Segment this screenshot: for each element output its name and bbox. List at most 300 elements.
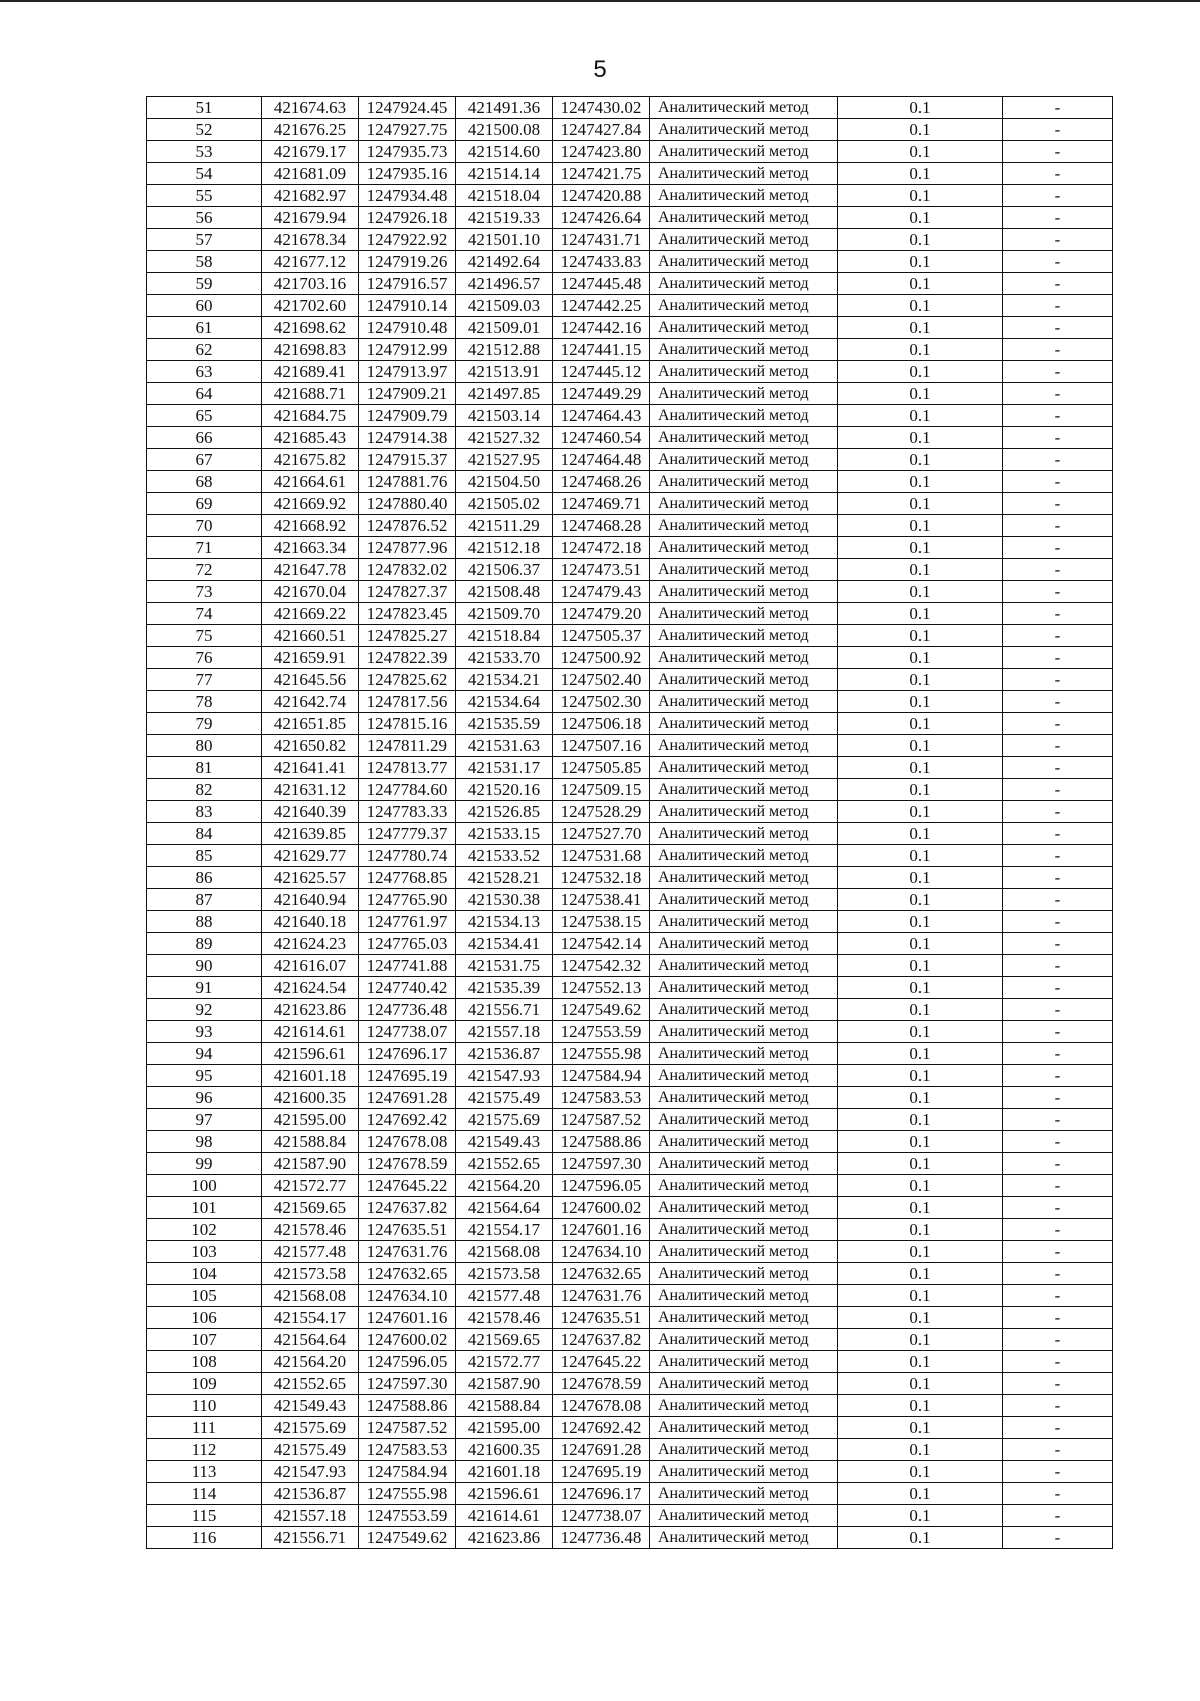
point-number-cell: 96	[147, 1087, 262, 1109]
x2-cell: 421511.29	[456, 515, 553, 537]
method-cell: Аналитический метод	[650, 1043, 838, 1065]
y2-cell: 1247601.16	[553, 1219, 650, 1241]
table-row	[147, 1065, 1113, 1087]
y2-cell: 1247678.08	[553, 1395, 650, 1417]
table-row	[147, 207, 1113, 229]
x1-cell: 421641.41	[262, 757, 359, 779]
x1-cell: 421679.94	[262, 207, 359, 229]
table-row	[147, 1395, 1113, 1417]
note-cell: -	[1003, 1417, 1113, 1439]
x2-cell: 421554.17	[456, 1219, 553, 1241]
accuracy-cell: 0.1	[838, 1351, 1003, 1373]
x2-cell: 421578.46	[456, 1307, 553, 1329]
point-number-cell: 109	[147, 1373, 262, 1395]
note-cell: -	[1003, 955, 1113, 977]
y1-cell: 1247678.59	[359, 1153, 456, 1175]
x1-cell: 421688.71	[262, 383, 359, 405]
table-row	[147, 1483, 1113, 1505]
x1-cell: 421600.35	[262, 1087, 359, 1109]
point-number-cell: 91	[147, 977, 262, 999]
y1-cell: 1247914.38	[359, 427, 456, 449]
point-number-cell: 87	[147, 889, 262, 911]
point-number-cell: 116	[147, 1527, 262, 1549]
accuracy-cell: 0.1	[838, 1087, 1003, 1109]
table-row	[147, 735, 1113, 757]
y2-cell: 1247469.71	[553, 493, 650, 515]
y1-cell: 1247645.22	[359, 1175, 456, 1197]
accuracy-cell: 0.1	[838, 515, 1003, 537]
method-cell: Аналитический метод	[650, 207, 838, 229]
table-row	[147, 361, 1113, 383]
accuracy-cell: 0.1	[838, 1527, 1003, 1549]
method-cell: Аналитический метод	[650, 735, 838, 757]
method-cell: Аналитический метод	[650, 185, 838, 207]
x2-cell: 421533.70	[456, 647, 553, 669]
note-cell: -	[1003, 713, 1113, 735]
method-cell: Аналитический метод	[650, 1329, 838, 1351]
method-cell: Аналитический метод	[650, 845, 838, 867]
method-cell: Аналитический метод	[650, 273, 838, 295]
y1-cell: 1247912.99	[359, 339, 456, 361]
y1-cell: 1247583.53	[359, 1439, 456, 1461]
note-cell: -	[1003, 251, 1113, 273]
x2-cell: 421508.48	[456, 581, 553, 603]
y2-cell: 1247421.75	[553, 163, 650, 185]
x1-cell: 421614.61	[262, 1021, 359, 1043]
x2-cell: 421530.38	[456, 889, 553, 911]
x2-cell: 421552.65	[456, 1153, 553, 1175]
y2-cell: 1247549.62	[553, 999, 650, 1021]
x2-cell: 421528.21	[456, 867, 553, 889]
note-cell: -	[1003, 647, 1113, 669]
y1-cell: 1247588.86	[359, 1395, 456, 1417]
table-row	[147, 537, 1113, 559]
method-cell: Аналитический метод	[650, 1219, 838, 1241]
point-number-cell: 67	[147, 449, 262, 471]
x1-cell: 421572.77	[262, 1175, 359, 1197]
method-cell: Аналитический метод	[650, 1021, 838, 1043]
note-cell: -	[1003, 339, 1113, 361]
y1-cell: 1247678.08	[359, 1131, 456, 1153]
x2-cell: 421572.77	[456, 1351, 553, 1373]
y2-cell: 1247442.25	[553, 295, 650, 317]
x1-cell: 421556.71	[262, 1527, 359, 1549]
accuracy-cell: 0.1	[838, 845, 1003, 867]
method-cell: Аналитический метод	[650, 449, 838, 471]
point-number-cell: 63	[147, 361, 262, 383]
y2-cell: 1247507.16	[553, 735, 650, 757]
method-cell: Аналитический метод	[650, 1483, 838, 1505]
x2-cell: 421568.08	[456, 1241, 553, 1263]
point-number-cell: 64	[147, 383, 262, 405]
x1-cell: 421642.74	[262, 691, 359, 713]
table-row	[147, 1461, 1113, 1483]
x1-cell: 421678.34	[262, 229, 359, 251]
accuracy-cell: 0.1	[838, 999, 1003, 1021]
table-row	[147, 515, 1113, 537]
y1-cell: 1247692.42	[359, 1109, 456, 1131]
point-number-cell: 92	[147, 999, 262, 1021]
method-cell: Аналитический метод	[650, 889, 838, 911]
x1-cell: 421577.48	[262, 1241, 359, 1263]
point-number-cell: 54	[147, 163, 262, 185]
x1-cell: 421660.51	[262, 625, 359, 647]
x2-cell: 421501.10	[456, 229, 553, 251]
x1-cell: 421698.62	[262, 317, 359, 339]
y2-cell: 1247500.92	[553, 647, 650, 669]
note-cell: -	[1003, 999, 1113, 1021]
x1-cell: 421554.17	[262, 1307, 359, 1329]
accuracy-cell: 0.1	[838, 449, 1003, 471]
x1-cell: 421536.87	[262, 1483, 359, 1505]
point-number-cell: 85	[147, 845, 262, 867]
note-cell: -	[1003, 1065, 1113, 1087]
accuracy-cell: 0.1	[838, 1373, 1003, 1395]
y1-cell: 1247924.45	[359, 97, 456, 119]
table-row	[147, 273, 1113, 295]
table-row	[147, 779, 1113, 801]
y1-cell: 1247637.82	[359, 1197, 456, 1219]
note-cell: -	[1003, 1263, 1113, 1285]
x2-cell: 421534.13	[456, 911, 553, 933]
table-row	[147, 955, 1113, 977]
x2-cell: 421575.69	[456, 1109, 553, 1131]
x1-cell: 421679.17	[262, 141, 359, 163]
table-row	[147, 867, 1113, 889]
table-row	[147, 339, 1113, 361]
y2-cell: 1247472.18	[553, 537, 650, 559]
x2-cell: 421518.04	[456, 185, 553, 207]
point-number-cell: 81	[147, 757, 262, 779]
x1-cell: 421640.18	[262, 911, 359, 933]
y2-cell: 1247460.54	[553, 427, 650, 449]
method-cell: Аналитический метод	[650, 427, 838, 449]
accuracy-cell: 0.1	[838, 1285, 1003, 1307]
y1-cell: 1247779.37	[359, 823, 456, 845]
point-number-cell: 82	[147, 779, 262, 801]
y2-cell: 1247696.17	[553, 1483, 650, 1505]
x2-cell: 421600.35	[456, 1439, 553, 1461]
x1-cell: 421623.86	[262, 999, 359, 1021]
x1-cell: 421689.41	[262, 361, 359, 383]
note-cell: -	[1003, 779, 1113, 801]
x2-cell: 421497.85	[456, 383, 553, 405]
note-cell: -	[1003, 1175, 1113, 1197]
x2-cell: 421509.03	[456, 295, 553, 317]
x1-cell: 421552.65	[262, 1373, 359, 1395]
x2-cell: 421513.91	[456, 361, 553, 383]
point-number-cell: 95	[147, 1065, 262, 1087]
y2-cell: 1247528.29	[553, 801, 650, 823]
accuracy-cell: 0.1	[838, 1505, 1003, 1527]
note-cell: -	[1003, 603, 1113, 625]
x1-cell: 421663.34	[262, 537, 359, 559]
x1-cell: 421568.08	[262, 1285, 359, 1307]
x2-cell: 421577.48	[456, 1285, 553, 1307]
accuracy-cell: 0.1	[838, 493, 1003, 515]
accuracy-cell: 0.1	[838, 185, 1003, 207]
table-row	[147, 1285, 1113, 1307]
table-row	[147, 691, 1113, 713]
y1-cell: 1247780.74	[359, 845, 456, 867]
accuracy-cell: 0.1	[838, 383, 1003, 405]
table-row	[147, 1021, 1113, 1043]
y1-cell: 1247817.56	[359, 691, 456, 713]
point-number-cell: 71	[147, 537, 262, 559]
table-row	[147, 1505, 1113, 1527]
method-cell: Аналитический метод	[650, 867, 838, 889]
accuracy-cell: 0.1	[838, 1395, 1003, 1417]
point-number-cell: 90	[147, 955, 262, 977]
note-cell: -	[1003, 823, 1113, 845]
note-cell: -	[1003, 1483, 1113, 1505]
x2-cell: 421535.59	[456, 713, 553, 735]
note-cell: -	[1003, 1241, 1113, 1263]
point-number-cell: 61	[147, 317, 262, 339]
table-row	[147, 405, 1113, 427]
x2-cell: 421614.61	[456, 1505, 553, 1527]
y1-cell: 1247738.07	[359, 1021, 456, 1043]
note-cell: -	[1003, 1021, 1113, 1043]
accuracy-cell: 0.1	[838, 141, 1003, 163]
note-cell: -	[1003, 977, 1113, 999]
method-cell: Аналитический метод	[650, 1351, 838, 1373]
note-cell: -	[1003, 1307, 1113, 1329]
method-cell: Аналитический метод	[650, 559, 838, 581]
method-cell: Аналитический метод	[650, 1263, 838, 1285]
note-cell: -	[1003, 207, 1113, 229]
y1-cell: 1247634.10	[359, 1285, 456, 1307]
y2-cell: 1247527.70	[553, 823, 650, 845]
method-cell: Аналитический метод	[650, 1527, 838, 1549]
y1-cell: 1247601.16	[359, 1307, 456, 1329]
table-row	[147, 603, 1113, 625]
y2-cell: 1247532.18	[553, 867, 650, 889]
table-row	[147, 317, 1113, 339]
table-row	[147, 1439, 1113, 1461]
note-cell: -	[1003, 317, 1113, 339]
x1-cell: 421703.16	[262, 273, 359, 295]
x1-cell: 421685.43	[262, 427, 359, 449]
y2-cell: 1247635.51	[553, 1307, 650, 1329]
y2-cell: 1247445.12	[553, 361, 650, 383]
y1-cell: 1247919.26	[359, 251, 456, 273]
accuracy-cell: 0.1	[838, 163, 1003, 185]
accuracy-cell: 0.1	[838, 691, 1003, 713]
table-row	[147, 493, 1113, 515]
table-row	[147, 449, 1113, 471]
note-cell: -	[1003, 493, 1113, 515]
point-number-cell: 59	[147, 273, 262, 295]
y2-cell: 1247587.52	[553, 1109, 650, 1131]
accuracy-cell: 0.1	[838, 1219, 1003, 1241]
y1-cell: 1247935.73	[359, 141, 456, 163]
y2-cell: 1247479.43	[553, 581, 650, 603]
note-cell: -	[1003, 405, 1113, 427]
note-cell: -	[1003, 581, 1113, 603]
table-row	[147, 1087, 1113, 1109]
accuracy-cell: 0.1	[838, 1461, 1003, 1483]
accuracy-cell: 0.1	[838, 1021, 1003, 1043]
method-cell: Аналитический метод	[650, 625, 838, 647]
accuracy-cell: 0.1	[838, 625, 1003, 647]
note-cell: -	[1003, 427, 1113, 449]
x1-cell: 421601.18	[262, 1065, 359, 1087]
note-cell: -	[1003, 1219, 1113, 1241]
y1-cell: 1247922.92	[359, 229, 456, 251]
method-cell: Аналитический метод	[650, 1505, 838, 1527]
y2-cell: 1247420.88	[553, 185, 650, 207]
table-row	[147, 1527, 1113, 1549]
y1-cell: 1247910.14	[359, 295, 456, 317]
method-cell: Аналитический метод	[650, 251, 838, 273]
y2-cell: 1247738.07	[553, 1505, 650, 1527]
point-number-cell: 60	[147, 295, 262, 317]
y1-cell: 1247600.02	[359, 1329, 456, 1351]
x1-cell: 421569.65	[262, 1197, 359, 1219]
x2-cell: 421514.14	[456, 163, 553, 185]
point-number-cell: 62	[147, 339, 262, 361]
method-cell: Аналитический метод	[650, 1461, 838, 1483]
x1-cell: 421684.75	[262, 405, 359, 427]
table-row	[147, 383, 1113, 405]
y2-cell: 1247449.29	[553, 383, 650, 405]
point-number-cell: 77	[147, 669, 262, 691]
y2-cell: 1247632.65	[553, 1263, 650, 1285]
note-cell: -	[1003, 383, 1113, 405]
point-number-cell: 53	[147, 141, 262, 163]
x2-cell: 421575.49	[456, 1087, 553, 1109]
table-row	[147, 581, 1113, 603]
method-cell: Аналитический метод	[650, 119, 838, 141]
x1-cell: 421647.78	[262, 559, 359, 581]
x1-cell: 421675.82	[262, 449, 359, 471]
x1-cell: 421682.97	[262, 185, 359, 207]
point-number-cell: 113	[147, 1461, 262, 1483]
note-cell: -	[1003, 1131, 1113, 1153]
method-cell: Аналитический метод	[650, 801, 838, 823]
point-number-cell: 106	[147, 1307, 262, 1329]
x2-cell: 421527.32	[456, 427, 553, 449]
note-cell: -	[1003, 163, 1113, 185]
point-number-cell: 56	[147, 207, 262, 229]
point-number-cell: 89	[147, 933, 262, 955]
y2-cell: 1247597.30	[553, 1153, 650, 1175]
x1-cell: 421625.57	[262, 867, 359, 889]
method-cell: Аналитический метод	[650, 1153, 838, 1175]
x2-cell: 421531.75	[456, 955, 553, 977]
y1-cell: 1247915.37	[359, 449, 456, 471]
note-cell: -	[1003, 361, 1113, 383]
accuracy-cell: 0.1	[838, 801, 1003, 823]
method-cell: Аналитический метод	[650, 1131, 838, 1153]
x2-cell: 421504.50	[456, 471, 553, 493]
y2-cell: 1247596.05	[553, 1175, 650, 1197]
table-row	[147, 1351, 1113, 1373]
accuracy-cell: 0.1	[838, 1109, 1003, 1131]
point-number-cell: 83	[147, 801, 262, 823]
accuracy-cell: 0.1	[838, 273, 1003, 295]
y2-cell: 1247542.14	[553, 933, 650, 955]
accuracy-cell: 0.1	[838, 251, 1003, 273]
point-number-cell: 70	[147, 515, 262, 537]
y2-cell: 1247634.10	[553, 1241, 650, 1263]
x2-cell: 421596.61	[456, 1483, 553, 1505]
x2-cell: 421505.02	[456, 493, 553, 515]
x2-cell: 421527.95	[456, 449, 553, 471]
method-cell: Аналитический метод	[650, 1087, 838, 1109]
table-row	[147, 911, 1113, 933]
x1-cell: 421640.94	[262, 889, 359, 911]
point-number-cell: 74	[147, 603, 262, 625]
point-number-cell: 79	[147, 713, 262, 735]
x2-cell: 421533.52	[456, 845, 553, 867]
point-number-cell: 94	[147, 1043, 262, 1065]
accuracy-cell: 0.1	[838, 207, 1003, 229]
method-cell: Аналитический метод	[650, 1241, 838, 1263]
table-row	[147, 141, 1113, 163]
method-cell: Аналитический метод	[650, 647, 838, 669]
x1-cell: 421639.85	[262, 823, 359, 845]
y1-cell: 1247553.59	[359, 1505, 456, 1527]
y2-cell: 1247464.48	[553, 449, 650, 471]
y1-cell: 1247880.40	[359, 493, 456, 515]
table-row	[147, 1241, 1113, 1263]
y2-cell: 1247637.82	[553, 1329, 650, 1351]
table-row	[147, 119, 1113, 141]
accuracy-cell: 0.1	[838, 669, 1003, 691]
y1-cell: 1247549.62	[359, 1527, 456, 1549]
point-number-cell: 65	[147, 405, 262, 427]
note-cell: -	[1003, 1043, 1113, 1065]
y1-cell: 1247696.17	[359, 1043, 456, 1065]
note-cell: -	[1003, 625, 1113, 647]
point-number-cell: 103	[147, 1241, 262, 1263]
x1-cell: 421547.93	[262, 1461, 359, 1483]
x1-cell: 421629.77	[262, 845, 359, 867]
method-cell: Аналитический метод	[650, 229, 838, 251]
x1-cell: 421668.92	[262, 515, 359, 537]
table-row	[147, 647, 1113, 669]
x2-cell: 421509.01	[456, 317, 553, 339]
note-cell: -	[1003, 867, 1113, 889]
y1-cell: 1247823.45	[359, 603, 456, 625]
x1-cell: 421588.84	[262, 1131, 359, 1153]
accuracy-cell: 0.1	[838, 339, 1003, 361]
accuracy-cell: 0.1	[838, 823, 1003, 845]
x2-cell: 421509.70	[456, 603, 553, 625]
x2-cell: 421556.71	[456, 999, 553, 1021]
x2-cell: 421531.17	[456, 757, 553, 779]
y1-cell: 1247881.76	[359, 471, 456, 493]
method-cell: Аналитический метод	[650, 1373, 838, 1395]
x2-cell: 421623.86	[456, 1527, 553, 1549]
table-row	[147, 1109, 1113, 1131]
method-cell: Аналитический метод	[650, 515, 838, 537]
note-cell: -	[1003, 1285, 1113, 1307]
point-number-cell: 69	[147, 493, 262, 515]
x1-cell: 421659.91	[262, 647, 359, 669]
method-cell: Аналитический метод	[650, 537, 838, 559]
table-row	[147, 1373, 1113, 1395]
accuracy-cell: 0.1	[838, 1175, 1003, 1197]
x2-cell: 421531.63	[456, 735, 553, 757]
x1-cell: 421624.23	[262, 933, 359, 955]
note-cell: -	[1003, 1153, 1113, 1175]
table-row	[147, 801, 1113, 823]
table-row	[147, 823, 1113, 845]
y1-cell: 1247934.48	[359, 185, 456, 207]
